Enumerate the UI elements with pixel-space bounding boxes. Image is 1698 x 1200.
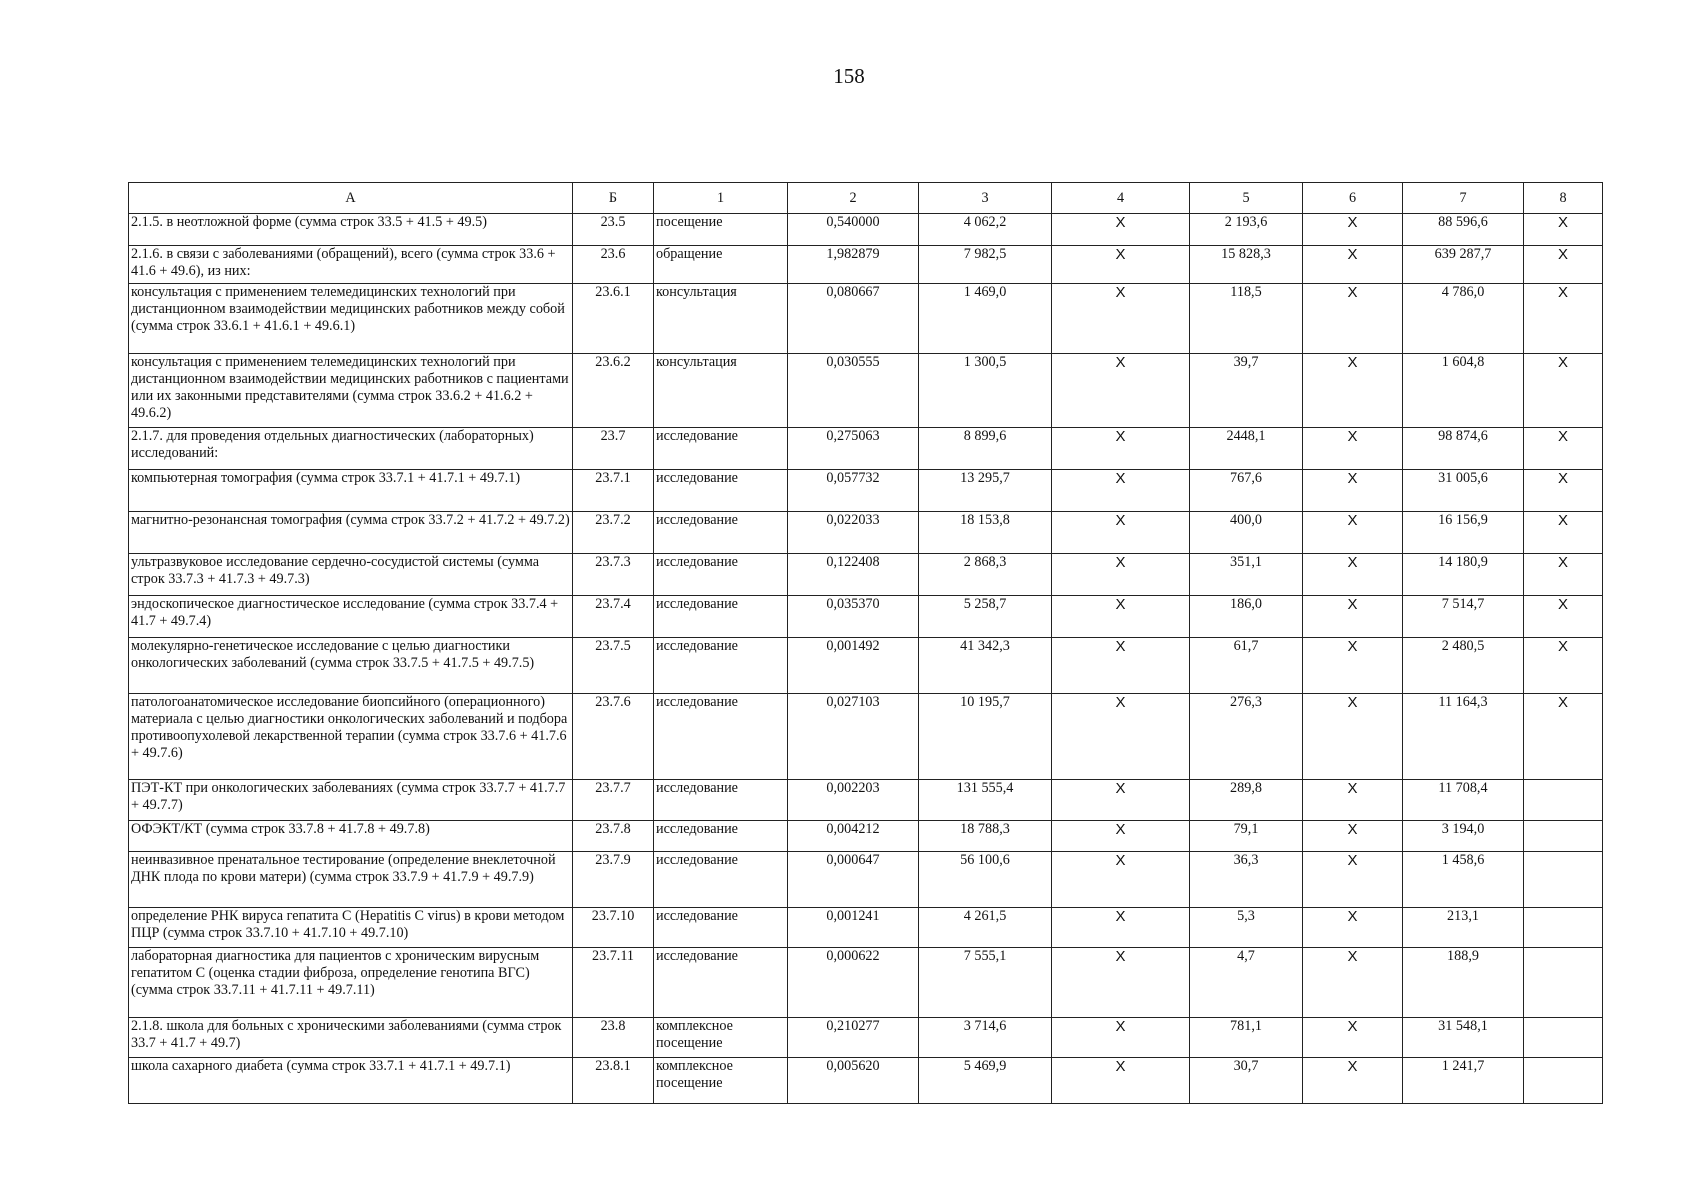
row-value-cell: 1 469,0: [919, 284, 1052, 354]
row-name-cell: магнитно-резонансная томография (сумма строк 33.7.2 + 41.7.2 + 49.7.2): [129, 512, 573, 554]
row-value-cell: X: [1303, 780, 1403, 821]
row-value-cell: 4 261,5: [919, 908, 1052, 948]
column-header: 2: [788, 183, 919, 214]
row-unit-cell: консультация: [654, 354, 788, 428]
table-header-row: [129, 183, 1603, 214]
row-value-cell: 0,000647: [788, 852, 919, 908]
row-value-cell: 188,9: [1403, 948, 1524, 1018]
table-row: [129, 852, 1603, 908]
row-value-cell: X: [1052, 428, 1190, 470]
row-value-cell: X: [1303, 1058, 1403, 1104]
row-value-cell: 41 342,3: [919, 638, 1052, 694]
row-name-cell: ОФЭКТ/КТ (сумма строк 33.7.8 + 41.7.8 + 49.7.8): [129, 821, 573, 852]
row-value-cell: X: [1052, 821, 1190, 852]
row-value-cell: X: [1052, 354, 1190, 428]
column-header: 4: [1052, 183, 1190, 214]
row-name-cell: 2.1.7. для проведения отдельных диагностических (лабораторных) исследований:: [129, 428, 573, 470]
row-unit-cell: исследование: [654, 554, 788, 596]
row-name-cell: ПЭТ-КТ при онкологических заболеваниях (сумма строк 33.7.7 + 41.7.7 + 49.7.7): [129, 780, 573, 821]
row-code-cell: 23.6.2: [573, 354, 654, 428]
row-value-cell: X: [1052, 908, 1190, 948]
row-value-cell: 5 469,9: [919, 1058, 1052, 1104]
row-value-cell: X: [1052, 246, 1190, 284]
row-value-cell: 0,004212: [788, 821, 919, 852]
row-value-cell: [1524, 948, 1603, 1018]
row-value-cell: 0,001492: [788, 638, 919, 694]
row-value-cell: X: [1303, 908, 1403, 948]
row-value-cell: 0,080667: [788, 284, 919, 354]
row-value-cell: 8 899,6: [919, 428, 1052, 470]
row-value-cell: 0,030555: [788, 354, 919, 428]
row-value-cell: 7 514,7: [1403, 596, 1524, 638]
row-value-cell: X: [1524, 284, 1603, 354]
row-value-cell: 1 300,5: [919, 354, 1052, 428]
row-value-cell: 1 458,6: [1403, 852, 1524, 908]
row-value-cell: X: [1303, 512, 1403, 554]
row-name-cell: консультация с применением телемедицинских технологий при дистанционном взаимодействии медицинских работников между собой (сумма строк 33.6.1 + 41.6.1 + 49.6.1): [129, 284, 573, 354]
row-value-cell: X: [1052, 596, 1190, 638]
row-code-cell: 23.6: [573, 246, 654, 284]
row-value-cell: 3 714,6: [919, 1018, 1052, 1058]
table-row: [129, 214, 1603, 246]
row-value-cell: 98 874,6: [1403, 428, 1524, 470]
row-value-cell: X: [1052, 852, 1190, 908]
row-code-cell: 23.8.1: [573, 1058, 654, 1104]
row-value-cell: 639 287,7: [1403, 246, 1524, 284]
row-unit-cell: исследование: [654, 512, 788, 554]
row-value-cell: X: [1524, 638, 1603, 694]
row-value-cell: [1524, 1058, 1603, 1104]
row-value-cell: X: [1524, 214, 1603, 246]
row-unit-cell: обращение: [654, 246, 788, 284]
row-value-cell: 0,035370: [788, 596, 919, 638]
column-header: А: [129, 183, 573, 214]
row-value-cell: 1 241,7: [1403, 1058, 1524, 1104]
row-value-cell: X: [1052, 470, 1190, 512]
row-value-cell: 5 258,7: [919, 596, 1052, 638]
row-value-cell: 56 100,6: [919, 852, 1052, 908]
row-value-cell: 88 596,6: [1403, 214, 1524, 246]
row-name-cell: 2.1.5. в неотложной форме (сумма строк 33.5 + 41.5 + 49.5): [129, 214, 573, 246]
row-code-cell: 23.7.2: [573, 512, 654, 554]
row-value-cell: 13 295,7: [919, 470, 1052, 512]
row-value-cell: 7 555,1: [919, 948, 1052, 1018]
column-header: Б: [573, 183, 654, 214]
table-row: [129, 908, 1603, 948]
row-name-cell: консультация с применением телемедицинских технологий при дистанционном взаимодействии медицинских работников с пациентами или их законными представителями (сумма строк 33.6.2 + 41.6.2 + 49.6.2): [129, 354, 573, 428]
row-value-cell: 1,982879: [788, 246, 919, 284]
row-value-cell: 2 193,6: [1190, 214, 1303, 246]
row-value-cell: 276,3: [1190, 694, 1303, 780]
row-value-cell: X: [1524, 694, 1603, 780]
row-value-cell: 2 868,3: [919, 554, 1052, 596]
row-value-cell: [1524, 908, 1603, 948]
row-value-cell: 16 156,9: [1403, 512, 1524, 554]
column-header: 6: [1303, 183, 1403, 214]
row-value-cell: X: [1524, 554, 1603, 596]
row-value-cell: 0,005620: [788, 1058, 919, 1104]
column-header: 3: [919, 183, 1052, 214]
table-row: [129, 554, 1603, 596]
table-row: [129, 821, 1603, 852]
row-name-cell: компьютерная томография (сумма строк 33.7.1 + 41.7.1 + 49.7.1): [129, 470, 573, 512]
row-value-cell: X: [1303, 694, 1403, 780]
row-value-cell: X: [1303, 638, 1403, 694]
row-value-cell: X: [1524, 246, 1603, 284]
row-value-cell: 11 164,3: [1403, 694, 1524, 780]
row-code-cell: 23.7.1: [573, 470, 654, 512]
row-value-cell: 0,001241: [788, 908, 919, 948]
row-unit-cell: исследование: [654, 852, 788, 908]
row-value-cell: X: [1524, 428, 1603, 470]
row-value-cell: 0,540000: [788, 214, 919, 246]
row-name-cell: 2.1.6. в связи с заболеваниями (обращений), всего (сумма строк 33.6 + 41.6 + 49.6), из них:: [129, 246, 573, 284]
row-unit-cell: исследование: [654, 908, 788, 948]
row-value-cell: X: [1052, 284, 1190, 354]
column-header: 7: [1403, 183, 1524, 214]
page-number: 158: [833, 64, 865, 88]
row-value-cell: X: [1052, 554, 1190, 596]
row-value-cell: 781,1: [1190, 1018, 1303, 1058]
row-value-cell: 131 555,4: [919, 780, 1052, 821]
row-value-cell: 0,275063: [788, 428, 919, 470]
row-name-cell: неинвазивное пренатальное тестирование (определение внеклеточной ДНК плода по крови матери) (сумма строк 33.7.9 + 41.7.9 + 49.7.9): [129, 852, 573, 908]
row-value-cell: 0,057732: [788, 470, 919, 512]
row-value-cell: X: [1303, 214, 1403, 246]
row-value-cell: X: [1303, 470, 1403, 512]
row-value-cell: 79,1: [1190, 821, 1303, 852]
table-row: [129, 780, 1603, 821]
row-value-cell: 0,022033: [788, 512, 919, 554]
row-unit-cell: исследование: [654, 428, 788, 470]
row-value-cell: 4,7: [1190, 948, 1303, 1018]
row-value-cell: X: [1524, 596, 1603, 638]
row-code-cell: 23.7.10: [573, 908, 654, 948]
table-row: [129, 694, 1603, 780]
row-value-cell: 31 005,6: [1403, 470, 1524, 512]
row-value-cell: X: [1303, 428, 1403, 470]
row-unit-cell: посещение: [654, 214, 788, 246]
row-value-cell: 39,7: [1190, 354, 1303, 428]
row-name-cell: определение РНК вируса гепатита С (Hepatitis C virus) в крови методом ПЦР (сумма строк 33.7.10 + 41.7.10 + 49.7.10): [129, 908, 573, 948]
row-value-cell: 14 180,9: [1403, 554, 1524, 596]
row-value-cell: X: [1524, 354, 1603, 428]
row-value-cell: 36,3: [1190, 852, 1303, 908]
row-value-cell: 0,210277: [788, 1018, 919, 1058]
row-name-cell: эндоскопическое диагностическое исследование (сумма строк 33.7.4 + 41.7 + 49.7.4): [129, 596, 573, 638]
row-code-cell: 23.7.4: [573, 596, 654, 638]
row-value-cell: X: [1303, 948, 1403, 1018]
row-value-cell: 18 788,3: [919, 821, 1052, 852]
table-row: [129, 638, 1603, 694]
row-code-cell: 23.7.6: [573, 694, 654, 780]
row-value-cell: X: [1303, 852, 1403, 908]
row-value-cell: X: [1303, 596, 1403, 638]
row-value-cell: X: [1052, 1018, 1190, 1058]
row-value-cell: X: [1052, 1058, 1190, 1104]
row-unit-cell: комплексное посещение: [654, 1018, 788, 1058]
row-value-cell: X: [1052, 694, 1190, 780]
column-header: 8: [1524, 183, 1603, 214]
row-code-cell: 23.5: [573, 214, 654, 246]
row-unit-cell: исследование: [654, 780, 788, 821]
row-unit-cell: исследование: [654, 470, 788, 512]
row-value-cell: 289,8: [1190, 780, 1303, 821]
row-code-cell: 23.7: [573, 428, 654, 470]
row-code-cell: 23.6.1: [573, 284, 654, 354]
row-value-cell: 4 062,2: [919, 214, 1052, 246]
row-value-cell: 18 153,8: [919, 512, 1052, 554]
data-table: [128, 182, 1603, 1104]
row-value-cell: [1524, 1018, 1603, 1058]
row-value-cell: X: [1052, 948, 1190, 1018]
row-value-cell: [1524, 852, 1603, 908]
row-code-cell: 23.7.9: [573, 852, 654, 908]
row-code-cell: 23.7.5: [573, 638, 654, 694]
row-value-cell: X: [1052, 638, 1190, 694]
row-value-cell: X: [1524, 470, 1603, 512]
row-unit-cell: исследование: [654, 694, 788, 780]
row-unit-cell: комплексное посещение: [654, 1058, 788, 1104]
row-unit-cell: исследование: [654, 948, 788, 1018]
row-unit-cell: исследование: [654, 638, 788, 694]
table-row: [129, 948, 1603, 1018]
row-value-cell: 0,002203: [788, 780, 919, 821]
row-unit-cell: консультация: [654, 284, 788, 354]
table-row: [129, 470, 1603, 512]
row-value-cell: 767,6: [1190, 470, 1303, 512]
row-value-cell: [1524, 821, 1603, 852]
row-code-cell: 23.8: [573, 1018, 654, 1058]
row-value-cell: X: [1303, 1018, 1403, 1058]
column-header: 5: [1190, 183, 1303, 214]
row-value-cell: 2448,1: [1190, 428, 1303, 470]
row-name-cell: школа сахарного диабета (сумма строк 33.7.1 + 41.7.1 + 49.7.1): [129, 1058, 573, 1104]
row-value-cell: 118,5: [1190, 284, 1303, 354]
row-value-cell: 1 604,8: [1403, 354, 1524, 428]
row-value-cell: 400,0: [1190, 512, 1303, 554]
row-value-cell: 3 194,0: [1403, 821, 1524, 852]
table-row: [129, 354, 1603, 428]
row-unit-cell: исследование: [654, 821, 788, 852]
row-code-cell: 23.7.7: [573, 780, 654, 821]
row-value-cell: X: [1303, 821, 1403, 852]
row-value-cell: 2 480,5: [1403, 638, 1524, 694]
row-value-cell: [1524, 780, 1603, 821]
table-row: [129, 246, 1603, 284]
table-row: [129, 596, 1603, 638]
row-value-cell: 7 982,5: [919, 246, 1052, 284]
row-name-cell: патологоанатомическое исследование биопсийного (операционного) материала с целью диагностики онкологических заболеваний и подбора противоопухолевой лекарственной терапии (сумма строк 33.7.6 + 41.7.6 + 49.7.6): [129, 694, 573, 780]
table-row: [129, 512, 1603, 554]
row-code-cell: 23.7.3: [573, 554, 654, 596]
table-row: [129, 284, 1603, 354]
row-value-cell: 0,027103: [788, 694, 919, 780]
row-value-cell: X: [1303, 246, 1403, 284]
row-value-cell: 30,7: [1190, 1058, 1303, 1104]
row-value-cell: 15 828,3: [1190, 246, 1303, 284]
table-row: [129, 1018, 1603, 1058]
row-value-cell: 61,7: [1190, 638, 1303, 694]
row-value-cell: 4 786,0: [1403, 284, 1524, 354]
row-value-cell: 213,1: [1403, 908, 1524, 948]
row-value-cell: 10 195,7: [919, 694, 1052, 780]
row-value-cell: X: [1303, 554, 1403, 596]
row-name-cell: молекулярно-генетическое исследование с целью диагностики онкологических заболеваний (сумма строк 33.7.5 + 41.7.5 + 49.7.5): [129, 638, 573, 694]
row-name-cell: 2.1.8. школа для больных с хроническими заболеваниями (сумма строк 33.7 + 41.7 + 49.7): [129, 1018, 573, 1058]
row-value-cell: X: [1052, 512, 1190, 554]
row-value-cell: 31 548,1: [1403, 1018, 1524, 1058]
row-value-cell: 5,3: [1190, 908, 1303, 948]
table-row: [129, 428, 1603, 470]
row-value-cell: 11 708,4: [1403, 780, 1524, 821]
row-value-cell: X: [1052, 780, 1190, 821]
row-value-cell: 186,0: [1190, 596, 1303, 638]
row-code-cell: 23.7.8: [573, 821, 654, 852]
row-unit-cell: исследование: [654, 596, 788, 638]
row-value-cell: 0,000622: [788, 948, 919, 1018]
table-row: [129, 1058, 1603, 1104]
row-value-cell: 351,1: [1190, 554, 1303, 596]
row-value-cell: X: [1303, 284, 1403, 354]
row-value-cell: 0,122408: [788, 554, 919, 596]
row-value-cell: X: [1303, 354, 1403, 428]
row-code-cell: 23.7.11: [573, 948, 654, 1018]
row-name-cell: лабораторная диагностика для пациентов с хроническим вирусным гепатитом С (оценка стадии фиброза, определение генотипа ВГС) (сумма строк 33.7.11 + 41.7.11 + 49.7.11): [129, 948, 573, 1018]
row-value-cell: X: [1052, 214, 1190, 246]
column-header: 1: [654, 183, 788, 214]
row-name-cell: ультразвуковое исследование сердечно-сосудистой системы (сумма строк 33.7.3 + 41.7.3 + 49.7.3): [129, 554, 573, 596]
row-value-cell: X: [1524, 512, 1603, 554]
